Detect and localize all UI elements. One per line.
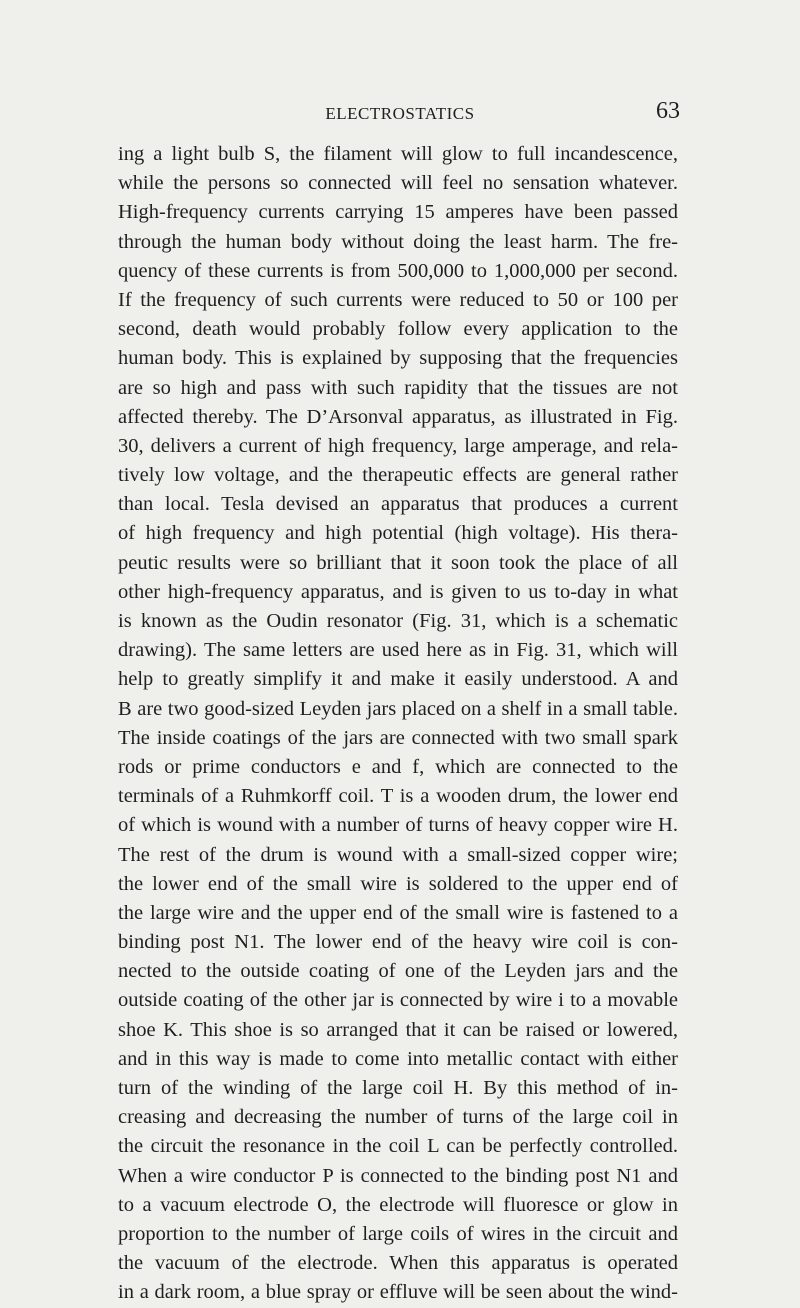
- text-line: the circuit the resonance in the coil L can be perfectly controlled.: [118, 1135, 678, 1158]
- text-line: while the persons so connected will feel no sensation whatever.: [118, 172, 678, 195]
- text-line: The rest of the drum is wound with a small-sized copper wire;: [118, 843, 678, 866]
- text-line: rods or prime conductors e and f, which are connected to the: [118, 755, 678, 778]
- text-line: tively low voltage, and the therapeutic effects are general rather: [118, 464, 678, 487]
- page-number: 63: [656, 98, 680, 124]
- text-line: turn of the winding of the large coil H. By this method of in-: [118, 1077, 678, 1099]
- text-line: to a vacuum electrode O, the electrode will fluoresce or glow in: [118, 1193, 678, 1216]
- text-line: human body. This is explained by supposing that the frequencies: [118, 347, 678, 370]
- text-line: proportion to the number of large coils of wires in the circuit and: [118, 1222, 678, 1245]
- text-line: High-frequency currents carrying 15 amperes have been passed: [118, 201, 678, 224]
- text-line: terminals of a Ruhmkorff coil. T is a wooden drum, the lower end: [118, 785, 678, 808]
- text-line: ing a light bulb S, the filament will glow to full incandescence,: [118, 143, 678, 165]
- text-line: second, death would probably follow every application to the: [118, 318, 678, 341]
- text-line: affected thereby. The D’Arsonval apparatus, as illustrated in Fig.: [118, 405, 678, 428]
- text-line: help to greatly simplify it and make it easily understood. A and: [118, 668, 678, 691]
- text-line: If the frequency of such currents were reduced to 50 or 100 per: [118, 288, 678, 311]
- text-line: and in this way is made to come into metallic contact with either: [118, 1047, 678, 1070]
- text-line: is known as the Oudin resonator (Fig. 31, which is a schematic: [118, 610, 678, 632]
- text-line: of which is wound with a number of turns of heavy copper wire H.: [118, 814, 678, 837]
- text-line: the lower end of the small wire is soldered to the upper end of: [118, 872, 678, 895]
- text-line: are so high and pass with such rapidity that the tissues are not: [118, 376, 678, 399]
- text-line: nected to the outside coating of one of the Leyden jars and the: [118, 960, 678, 983]
- text-line: in a dark room, a blue spray or effluve will be seen about the wind-: [118, 1281, 678, 1304]
- text-line: shoe K. This shoe is so arranged that it can be raised or lowered,: [118, 1018, 678, 1041]
- text-line: The inside coatings of the jars are connected with two small spark: [118, 726, 678, 749]
- page-header: [140, 98, 680, 134]
- body-paragraph: [118, 140, 678, 1308]
- text-line: of high frequency and high potential (high voltage). His thera-: [118, 522, 678, 545]
- text-line: quency of these currents is from 500,000 to 1,000,000 per second.: [118, 259, 678, 282]
- text-line: binding post N1. The lower end of the heavy wire coil is con-: [118, 931, 678, 954]
- text-line: B are two good-sized Leyden jars placed on a shelf in a small table.: [118, 697, 678, 720]
- running-title: ELECTROSTATICS: [325, 104, 475, 123]
- text-line: the large wire and the upper end of the small wire is fastened to a: [118, 901, 678, 924]
- text-line: When a wire conductor P is connected to the binding post N1 and: [118, 1164, 678, 1187]
- text-line: than local. Tesla devised an apparatus that produces a current: [118, 493, 678, 516]
- text-line: outside coating of the other jar is connected by wire i to a movable: [118, 989, 678, 1012]
- text-line: the vacuum of the electrode. When this apparatus is operated: [118, 1252, 678, 1275]
- text-line: 30, delivers a current of high frequency, large amperage, and rela-: [118, 434, 678, 457]
- text-line: through the human body without doing the least harm. The fre-: [118, 230, 678, 253]
- text-line: creasing and decreasing the number of turns of the large coil in: [118, 1106, 678, 1129]
- text-line: other high-frequency apparatus, and is given to us to-day in what: [118, 580, 678, 603]
- text-line: drawing). The same letters are used here as in Fig. 31, which will: [118, 639, 678, 662]
- text-line: peutic results were so brilliant that it soon took the place of all: [118, 551, 678, 574]
